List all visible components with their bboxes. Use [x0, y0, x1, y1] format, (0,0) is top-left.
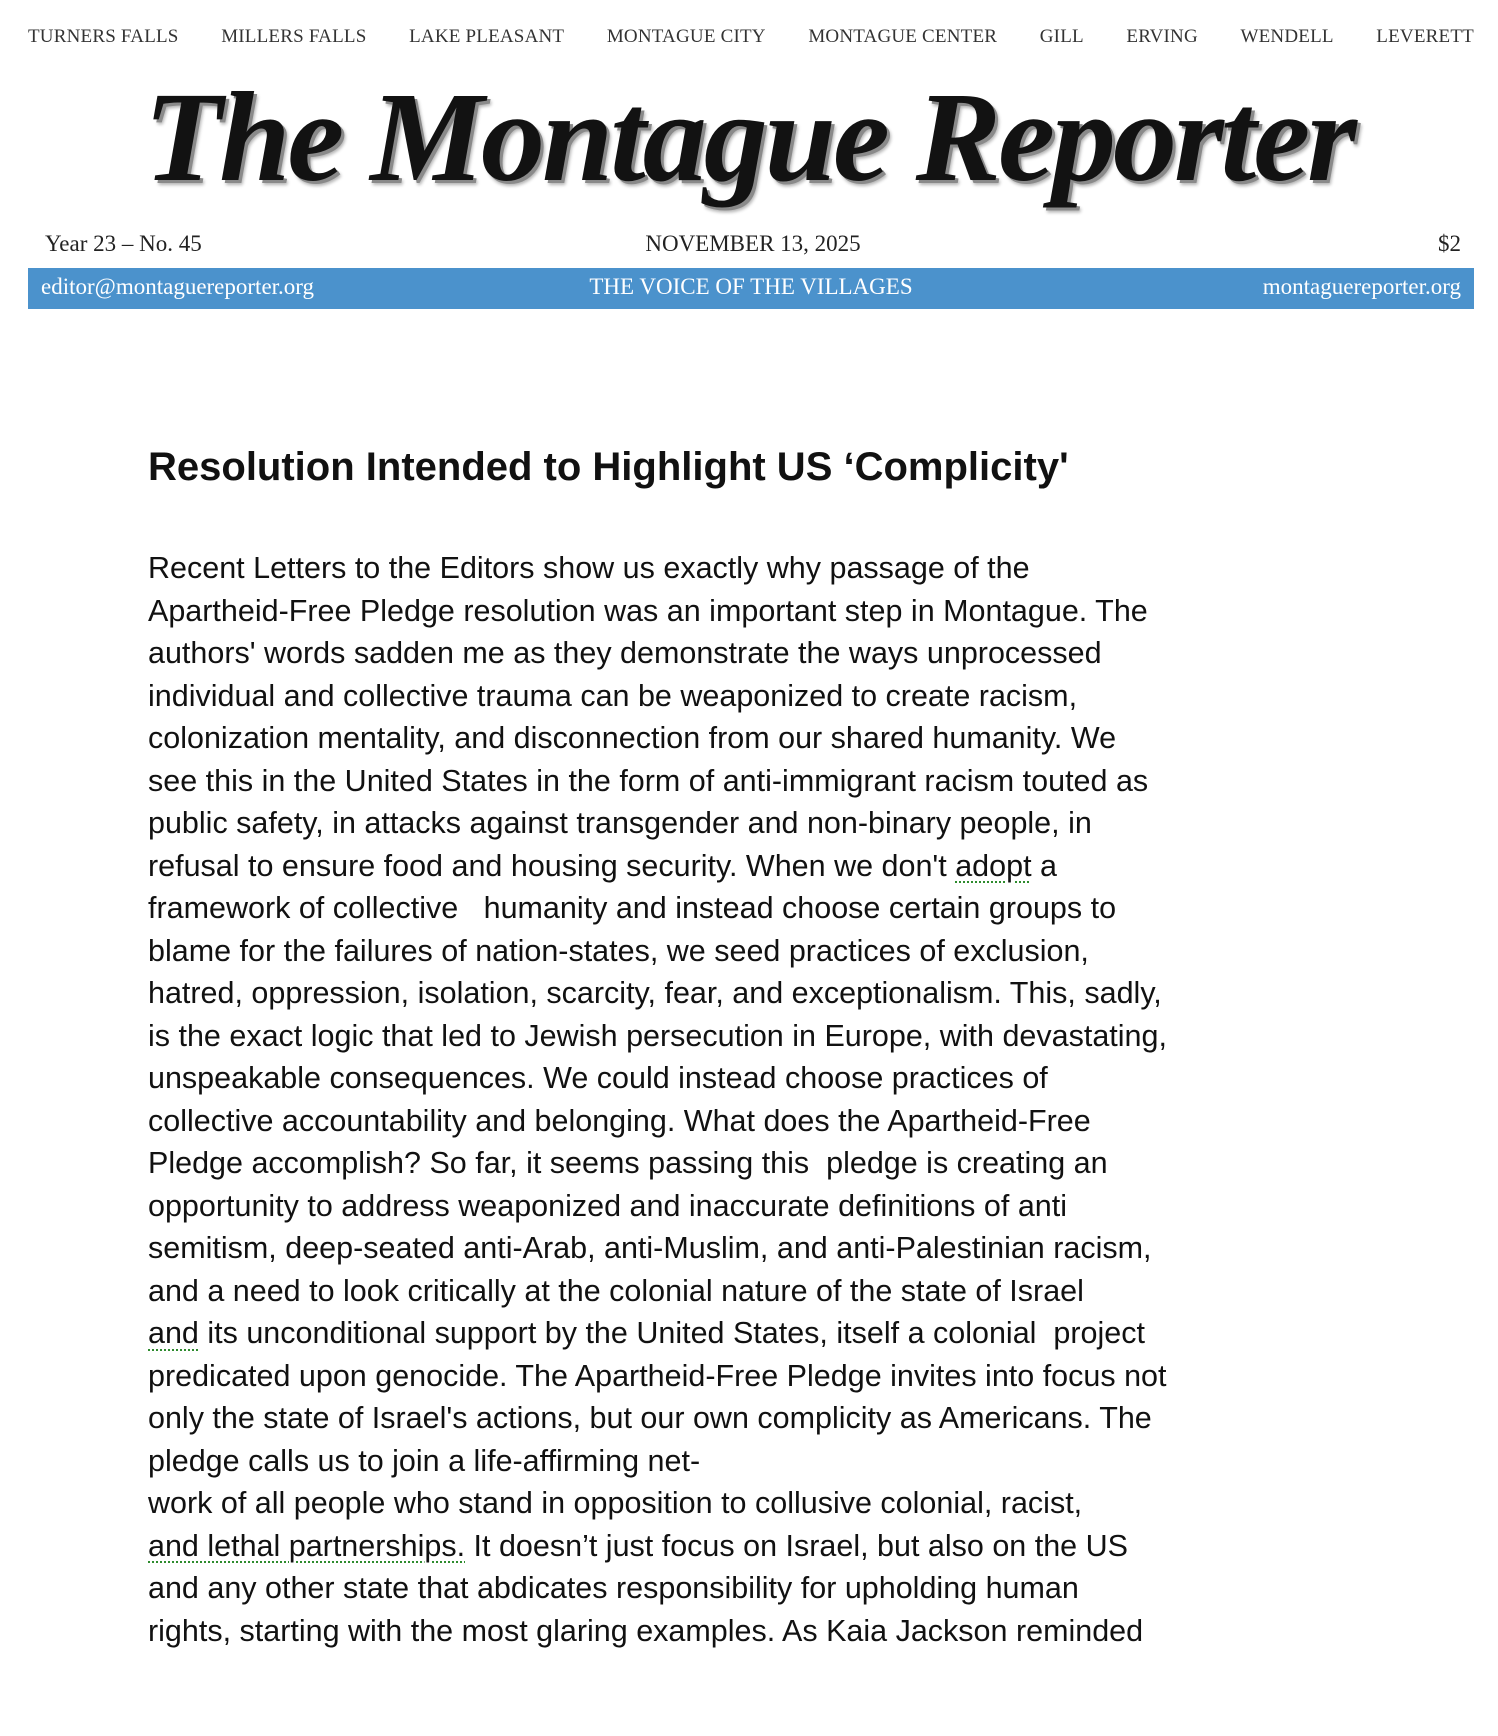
village-lake-pleasant: LAKE PLEASANT [409, 26, 565, 47]
body-line: work of all people who stand in opposition to collusive colonial, racist, [148, 1486, 1083, 1520]
issue-number: Year 23 – No. 45 [45, 231, 202, 256]
website-link[interactable]: montaguereporter.org [1262, 274, 1461, 299]
body-line: Recent Letters to the Editors show us exactly why passage of the [148, 551, 1030, 585]
spellcheck-flagged-word: and [148, 1316, 199, 1350]
body-line: collective accountability and belonging. What does the Apartheid-Free [148, 1103, 1091, 1138]
body-line: framework of collective humanity and instead choose certain groups to [148, 891, 1117, 925]
body-line: is the exact logic that led to Jewish persecution in Europe, with devastating, [148, 1018, 1167, 1053]
body-line: semitism, deep-seated anti-Arab, anti-Muslim, and anti-Palestinian racism, [148, 1231, 1152, 1265]
body-line: individual and collective trauma can be weaponized to create racism, [148, 678, 1078, 713]
village-montague-city: MONTAGUE CITY [606, 26, 766, 47]
body-line: rights, starting with the most glaring examples. As Kaia Jackson reminded [148, 1613, 1144, 1648]
body-line-text: a [1031, 848, 1057, 883]
village-gill: GILL [1039, 26, 1084, 47]
body-line: blame for the failures of nation-states, we seed practices of exclusion, [148, 933, 1089, 968]
body-line: Pledge accomplish? So far, it seems passing this pledge is creating an [148, 1146, 1108, 1180]
body-line: see this in the United States in the form of anti-immigrant racism touted as [148, 763, 1149, 798]
village-wendell: WENDELL [1240, 26, 1334, 47]
masthead-banner [28, 268, 1474, 309]
body-line [148, 1525, 1348, 1568]
body-line: colonization mentality, and disconnection from our shared humanity. We [148, 721, 1117, 755]
article-headline: Resolution Intended to Highlight US ‘Complicity' [148, 445, 1069, 489]
village-montague-center: MONTAGUE CENTER [808, 26, 998, 47]
body-line [148, 845, 1348, 888]
village-list [28, 26, 1474, 48]
body-line: authors' words sadden me as they demonstrate the ways unprocessed [148, 636, 1102, 670]
body-line-text: It doesn’t just focus on Israel, but also on the US [465, 1528, 1128, 1563]
article-body [148, 547, 1348, 1652]
village-millers-falls: MILLERS FALLS [221, 26, 367, 47]
spellcheck-flagged-word: adopt [955, 848, 1032, 883]
body-line: pledge calls us to join a life-affirming net- [148, 1443, 701, 1478]
masthead [0, 62, 1498, 222]
body-line [148, 1312, 1348, 1355]
newspaper-title-logo: The Montague Reporter [144, 66, 1354, 208]
issue-info-row [45, 231, 1461, 263]
body-line: and any other state that abdicates responsibility for upholding human [148, 1571, 1079, 1605]
body-line-text: its unconditional support by the United States, itself a colonial project [198, 1316, 1145, 1350]
village-turners-falls: TURNERS FALLS [28, 26, 179, 47]
village-erving: ERVING [1126, 26, 1198, 47]
slogan: THE VOICE OF THE VILLAGES [589, 274, 913, 299]
body-line: unspeakable consequences. We could instead choose practices of [148, 1061, 1048, 1095]
spellcheck-flagged-phrase: and lethal partnerships. [148, 1528, 466, 1563]
body-line: hatred, oppression, isolation, scarcity, fear, and exceptionalism. This, sadly, [148, 976, 1162, 1010]
body-line: predicated upon genocide. The Apartheid-Free Pledge invites into focus not [148, 1358, 1167, 1393]
body-line: and a need to look critically at the colonial nature of the state of Israel [148, 1273, 1084, 1308]
body-line: public safety, in attacks against transgender and non-binary people, in [148, 806, 1092, 840]
body-line: only the state of Israel's actions, but our own complicity as Americans. The [148, 1401, 1152, 1435]
article [148, 440, 1348, 1652]
body-line-text: refusal to ensure food and housing security. When we don't [148, 848, 956, 883]
editor-email-link[interactable]: editor@montaguereporter.org [41, 274, 315, 299]
issue-date: NOVEMBER 13, 2025 [645, 231, 861, 256]
body-line: opportunity to address weaponized and inaccurate definitions of anti [148, 1188, 1067, 1223]
issue-price: $2 [1438, 231, 1461, 256]
village-leverett: LEVERETT [1376, 26, 1474, 47]
body-line: Apartheid-Free Pledge resolution was an important step in Montague. The [148, 593, 1148, 628]
